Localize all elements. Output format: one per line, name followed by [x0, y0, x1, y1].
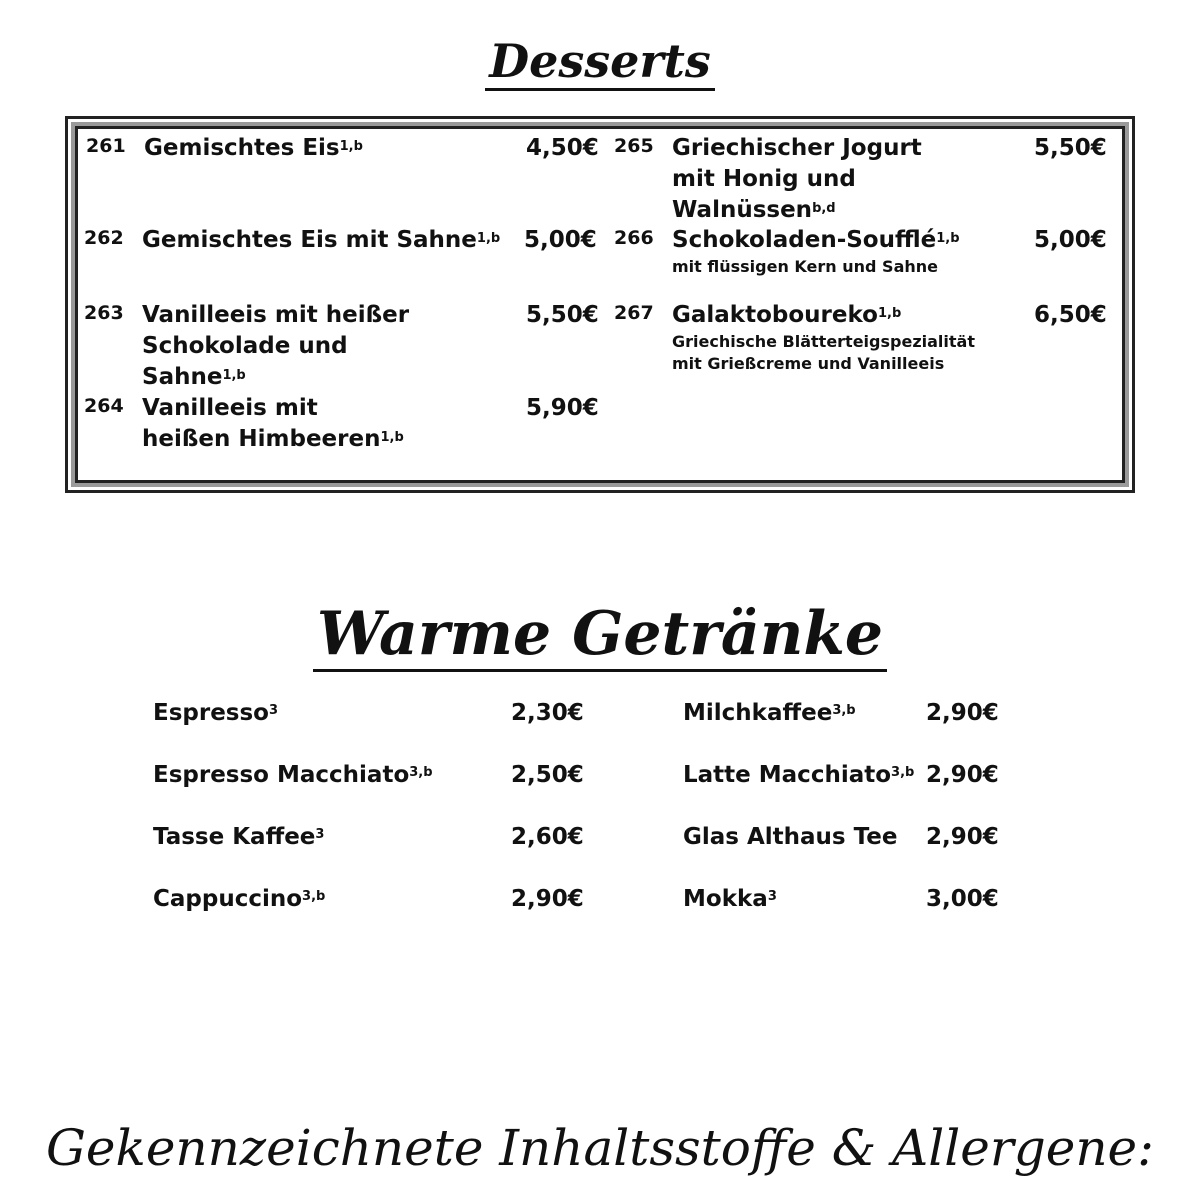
- drink-name: Milchkaffee$^{3,b}$: [683, 700, 856, 726]
- dessert-price: 5,90€: [526, 395, 599, 421]
- drink-price: 2,50€: [511, 762, 584, 788]
- dessert-item-267: [614, 302, 1114, 382]
- allergen-codes: 3: [269, 703, 279, 718]
- desserts-box: [65, 116, 1135, 493]
- dessert-name: Vanilleeis mit heißer Schokolade und Sahne$^{1,b}$: [142, 302, 410, 390]
- allergen-codes: 1,b: [877, 306, 902, 321]
- allergen-codes: 3,b: [832, 703, 856, 718]
- warm-drinks-title-text: Warme Getränke: [313, 599, 887, 672]
- dessert-item-263: [84, 302, 599, 390]
- dessert-number: 262: [84, 227, 124, 249]
- drink-name: Mokka$^3$: [683, 886, 777, 912]
- allergen-codes: 3,b: [302, 889, 326, 904]
- allergen-codes: 3: [315, 827, 325, 842]
- dessert-item-265: [614, 135, 1114, 223]
- dessert-name: Schokoladen-Soufflé$^{1,b}$ mit flüssigen Kern und Sahne: [672, 225, 1012, 278]
- allergen-codes: 1,b: [936, 231, 960, 246]
- dessert-name: Galaktoboureko$^{1,b}$ Griechische Blätterteigspezialität mit Grießcreme und Vanilleeis: [672, 300, 992, 375]
- dessert-number: 261: [86, 135, 126, 157]
- dessert-number: 263: [84, 302, 124, 324]
- drink-price: 2,90€: [926, 700, 999, 726]
- dessert-description: mit flüssigen Kern und Sahne: [672, 257, 938, 276]
- drink-price: 3,00€: [926, 886, 999, 912]
- dessert-item-264: [84, 395, 599, 465]
- drink-name: Tasse Kaffee$^3$: [153, 824, 325, 850]
- dessert-price: 4,50€: [526, 135, 599, 161]
- desserts-title-text: Desserts: [485, 34, 715, 91]
- drink-price: 2,90€: [511, 886, 584, 912]
- dessert-price: 5,50€: [526, 302, 599, 328]
- drink-name: Espresso$^3$: [153, 700, 279, 726]
- dessert-name: Vanilleeis mit heißen Himbeeren$^{1,b}$: [142, 395, 404, 452]
- desserts-title: [0, 30, 1200, 92]
- warm-drinks-title: [0, 596, 1200, 672]
- drink-name: Glas Althaus Tee: [683, 824, 898, 850]
- allergen-codes: 3,b: [891, 765, 915, 780]
- dessert-item-266: [614, 227, 1114, 287]
- drink-price: 2,60€: [511, 824, 584, 850]
- dessert-item-261: [86, 135, 599, 175]
- dessert-price: 5,50€: [1034, 135, 1107, 161]
- allergens-title: Gekennzeichnete Inhaltsstoffe & Allergene:: [45, 1119, 1154, 1177]
- dessert-price: 6,50€: [1034, 302, 1107, 328]
- drink-price: 2,90€: [926, 762, 999, 788]
- dessert-description: Griechische Blätterteigspezialität mit Grießcreme und Vanilleeis: [672, 332, 975, 373]
- drink-name: Espresso Macchiato$^{3,b}$: [153, 762, 433, 788]
- dessert-number: 266: [614, 227, 654, 249]
- dessert-name: Gemischtes Eis mit Sahne$^{1,b}$: [142, 227, 501, 253]
- drink-name: Latte Macchiato$^{3,b}$: [683, 762, 915, 788]
- dessert-item-262: [84, 227, 597, 267]
- dessert-price: 5,00€: [524, 227, 597, 253]
- allergen-codes: 3: [767, 889, 777, 904]
- dessert-number: 264: [84, 395, 124, 417]
- dessert-name: Griechischer Jogurt mit Honig und Walnüssen$^{b,d}$: [672, 135, 922, 223]
- dessert-number: 265: [614, 135, 654, 157]
- allergen-codes: 1,b: [222, 368, 246, 383]
- dessert-number: 267: [614, 302, 654, 324]
- allergen-codes: 1,b: [380, 430, 404, 445]
- drink-price: 2,90€: [926, 824, 999, 850]
- drink-price: 2,30€: [511, 700, 584, 726]
- allergen-codes: 1,b: [339, 139, 363, 154]
- dessert-price: 5,00€: [1034, 227, 1107, 253]
- allergen-codes: 3,b: [409, 765, 433, 780]
- allergen-codes: 1,b: [476, 231, 501, 246]
- allergen-codes: b,d: [812, 201, 836, 216]
- dessert-name: Gemischtes Eis$^{1,b}$: [144, 135, 363, 161]
- drink-name: Cappuccino$^{3,b}$: [153, 886, 326, 912]
